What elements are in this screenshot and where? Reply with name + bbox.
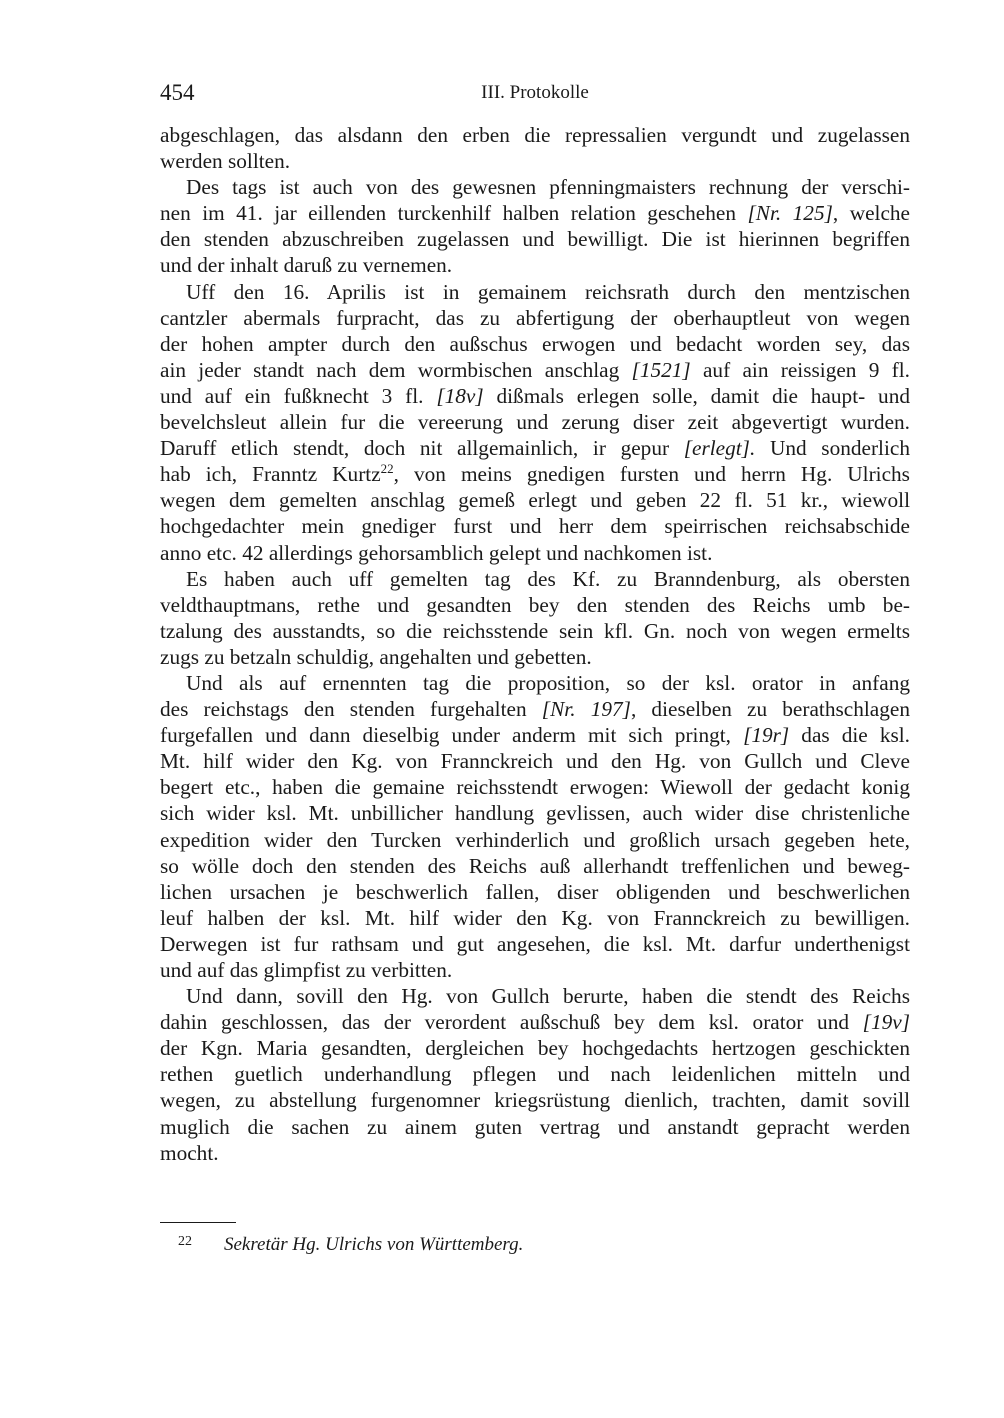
text-segment: zugs zu betzaln schuldig, angehalten und gebetten. <box>160 644 592 669</box>
editorial-note: [19v] <box>862 1010 910 1035</box>
text-segment: Daruff etlich stendt, doch nit allgemainlich, ir gepur <box>160 436 684 461</box>
text-segment: Und dann, sovill den Hg. von Gullch berurte, haben die stendt des Reichs <box>186 984 910 1009</box>
text-line <box>160 1035 910 1061</box>
text-segment: und auf das glimpfist zu verbitten. <box>160 958 453 982</box>
text-line <box>160 331 910 357</box>
editorial-note: [Nr. 125] <box>747 201 833 226</box>
text-segment: bevelchsleut allein fur die vereerung und zerung diser zeit abgevertigt wurden. <box>160 410 910 435</box>
footnote-number: 22 <box>178 1234 192 1249</box>
text-line <box>160 1140 910 1166</box>
editorial-note: [Nr. 197] <box>541 697 631 722</box>
text-segment: und auf ein fußknecht 3 fl. <box>160 383 437 408</box>
text-segment: Derwegen ist fur rathsam und gut angesehen, die ksl. Mt. darfur underthenigst <box>160 931 910 956</box>
footnotes <box>160 1222 910 1258</box>
text-line <box>160 513 910 539</box>
text-segment: der Kgn. Maria gesandten, dergleichen bey hochgedachts hertzogen geschickten <box>160 1036 910 1061</box>
text-segment: Es haben auch uff gemelten tag des Kf. zu Branndenburg, als obersten <box>186 566 910 591</box>
text-segment: rethen guetlich underhandlung pflegen und nach leidenlichen mitteln und <box>160 1062 910 1087</box>
text-line <box>160 853 910 879</box>
text-line <box>160 148 910 174</box>
text-segment: , von meins gnedigen fursten und herrn Hg. Ulrichs <box>393 462 910 487</box>
text-line <box>160 383 910 409</box>
text-line <box>160 696 910 722</box>
text-line <box>160 305 910 331</box>
text-segment: mocht. <box>160 1140 219 1165</box>
text-segment: tzalung des ausstandts, so die reichsstende sein kfl. Gn. noch von wegen ermelts <box>160 618 910 643</box>
text-segment: wegen dem gemelten anschlag gemeß erlegt und geben 22 fl. 51 kr., wiewoll <box>160 488 910 513</box>
editorial-note: [1521] <box>631 357 691 382</box>
text-segment: leuf halben der ksl. Mt. hilf wider den Kg. von Frannckreich zu bewilligen. <box>160 905 910 930</box>
footnote-rule <box>160 1222 236 1223</box>
text-segment: Und als auf ernennten tag die proposition, so der ksl. orator in anfang <box>186 670 910 695</box>
text-segment: hochgedachter mein gnediger furst und herr dem speirrischen reichsabschide <box>160 514 910 539</box>
text-line <box>160 983 910 1009</box>
text-segment: nen im 41. jar eillenden turckenhilf halben relation geschehen <box>160 201 748 226</box>
text-segment: abgeschlagen, das alsdann den erben die repressalien vergundt und zugelassen <box>160 123 910 147</box>
text-line <box>160 592 910 618</box>
text-segment: der hohen ampter durch den außschus erwogen und bedacht worden sey, das <box>160 331 910 356</box>
text-line <box>160 279 910 305</box>
text-line <box>160 226 910 252</box>
text-line <box>160 1009 910 1035</box>
text-line <box>160 1087 910 1113</box>
text-segment: cantzler abermals furpracht, das zu abfertigung der oberhauptleut von wegen <box>160 305 910 330</box>
text-segment: auf ain reissigen 9 fl. <box>690 357 910 382</box>
text-segment: muglich die sachen zu ainem guten vertrag und anstandt gepracht werden <box>160 1114 910 1139</box>
text-line <box>160 487 910 513</box>
text-line <box>160 1061 910 1087</box>
text-line <box>160 827 910 853</box>
text-line <box>160 774 910 800</box>
text-line <box>160 1114 910 1140</box>
paragraph <box>160 174 910 278</box>
text-line <box>160 252 910 278</box>
text-line <box>160 905 910 931</box>
text-line <box>160 722 910 748</box>
page-number: 454 <box>160 80 195 105</box>
text-line <box>160 644 910 670</box>
text-segment: begert etc., haben die gemaine reichsstendt erwogen: Wiewoll der gedacht konig <box>160 775 910 800</box>
footnote <box>160 1229 910 1258</box>
paragraph <box>160 566 910 670</box>
text-segment: expedition wider den Turcken verhinderlich und großlich ursach gegeben hete, <box>160 827 910 852</box>
text-line <box>160 748 910 774</box>
text-line <box>160 122 910 148</box>
text-line <box>160 957 910 983</box>
text-segment: lichen ursachen je beschwerlich fallen, diser obligenden und beschwerlichen <box>160 879 910 904</box>
text-segment: sich wider ksl. Mt. unbillicher handlung gevlissen, auch wider dise christenliche <box>160 801 910 826</box>
footnote-ref: 22 <box>380 461 394 477</box>
text-segment: wegen, zu abstellung furgenomner kriegsrüstung dienlich, trachten, damit sovill <box>160 1088 910 1113</box>
text-segment: dißmals erlegen solle, damit die haupt- und <box>483 383 910 408</box>
text-segment: Mt. hilf wider den Kg. von Frannckreich und den Hg. von Gullch und Cleve <box>160 749 910 774</box>
text-segment: Und sonderlich <box>755 436 910 461</box>
text-segment: , dieselben zu berathschlagen <box>630 697 911 722</box>
text-line <box>160 435 910 461</box>
paragraph <box>160 122 910 174</box>
text-line <box>160 879 910 905</box>
paragraph <box>160 670 910 983</box>
text-segment: hab ich, Franntz Kurtz <box>160 462 381 487</box>
editorial-note: [erlegt]. <box>683 436 756 461</box>
text-segment: veldthauptmans, rethe und gesandten bey den stenden des Reichs umb be- <box>160 592 910 617</box>
text-line <box>160 566 910 592</box>
text-segment: anno etc. 42 allerdings gehorsamblich gelept und nachkomen ist. <box>160 540 713 565</box>
footnote-text: Sekretär Hg. Ulrichs von Württemberg. <box>224 1234 524 1255</box>
text-line <box>160 540 910 566</box>
text-segment: furgefallen und dann dieselbig under anderm mit sich pringt, <box>160 723 744 748</box>
text-segment: so wölle doch den stenden des Reichs auß allerhandt treffenlichen und beweg- <box>160 853 910 878</box>
main-text <box>160 122 910 1166</box>
text-segment: Uff den 16. Aprilis ist in gemainem reichsrath durch den mentzischen <box>186 279 910 304</box>
paragraph <box>160 279 910 566</box>
text-line <box>160 931 910 957</box>
text-segment: und der inhalt daruß zu vernemen. <box>160 253 453 278</box>
text-segment: werden sollten. <box>160 149 291 174</box>
text-line <box>160 200 910 226</box>
text-line <box>160 357 910 383</box>
text-segment: den stenden abzuschreiben zugelassen und bewilligt. Die ist hierinnen begriffen <box>160 227 910 252</box>
text-segment: ain jeder standt nach dem wormbischen anschlag <box>160 357 632 382</box>
editorial-note: [19r] <box>743 723 790 748</box>
text-segment: das die ksl. <box>789 723 910 748</box>
editorial-note: [18v] <box>436 383 484 408</box>
page-header <box>160 80 910 110</box>
paragraph <box>160 983 910 1166</box>
text-line <box>160 618 910 644</box>
text-segment: dahin geschlossen, das der verordent außschuß bey dem ksl. orator und <box>160 1010 863 1035</box>
text-segment: des reichstags den stenden furgehalten <box>160 697 542 722</box>
text-line <box>160 670 910 696</box>
text-segment: , welche <box>832 201 910 226</box>
text-line <box>160 174 910 200</box>
running-head: III. Protokolle <box>481 82 589 103</box>
text-segment: Des tags ist auch von des gewesnen pfenningmaisters rechnung der verschi- <box>186 175 910 200</box>
text-line <box>160 409 910 435</box>
text-line <box>160 800 910 826</box>
text-line <box>160 461 910 487</box>
